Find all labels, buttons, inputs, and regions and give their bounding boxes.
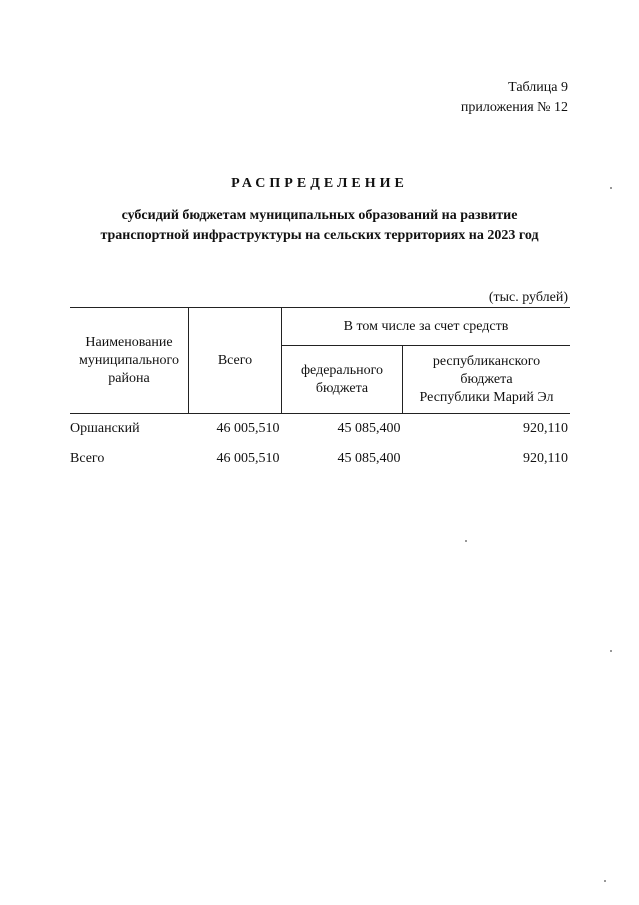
header-republic-line: Республики Марий Эл xyxy=(419,389,554,405)
cell-district-name: Всего xyxy=(70,451,105,466)
header-municipal-district xyxy=(70,308,189,414)
cell-district-name: Оршанский xyxy=(70,421,140,436)
scan-speck xyxy=(610,187,612,189)
cell-total: 46 005,510 xyxy=(216,421,280,436)
header-republic-budget xyxy=(403,346,571,414)
scan-speck xyxy=(465,540,467,542)
header-republic-line: республиканского xyxy=(432,353,541,369)
header-federal-budget xyxy=(282,346,403,414)
header-name-line: Наименование xyxy=(85,334,173,350)
header-total: Всего xyxy=(189,308,282,414)
units-label: (тыс. рублей) xyxy=(488,290,568,305)
cell-federal: 45 085,400 xyxy=(337,451,401,466)
header-name-line: муниципального xyxy=(79,352,179,368)
subtitle-line-1: субсидий бюджетам муниципальных образований на развитие xyxy=(121,208,518,223)
subtitle-line-2: транспортной инфраструктуры на сельских территориях на 2023 год xyxy=(100,228,539,243)
header-republic-line: бюджета xyxy=(460,371,513,387)
header-federal-line: федерального xyxy=(300,362,384,378)
document-title: РАСПРЕДЕЛЕНИЕ xyxy=(231,176,408,191)
table-row xyxy=(70,414,570,445)
table-reference xyxy=(461,78,568,118)
header-name-line: района xyxy=(108,370,150,386)
appendix-number: приложения № 12 xyxy=(460,100,568,115)
header-federal-line: бюджета xyxy=(315,380,369,396)
scan-speck xyxy=(610,650,612,652)
header-row xyxy=(70,308,570,346)
cell-federal: 45 085,400 xyxy=(337,421,401,436)
scan-speck xyxy=(604,880,606,882)
document-subtitle xyxy=(0,206,639,246)
table-row-total xyxy=(70,444,570,474)
cell-republic: 920,110 xyxy=(523,421,568,436)
distribution-table xyxy=(70,307,570,474)
table-number: Таблица 9 xyxy=(508,80,568,95)
header-sources-group: В том числе за счет средств xyxy=(282,308,571,346)
cell-total: 46 005,510 xyxy=(216,451,280,466)
distribution-table-container xyxy=(70,307,570,474)
cell-republic: 920,110 xyxy=(523,451,568,466)
